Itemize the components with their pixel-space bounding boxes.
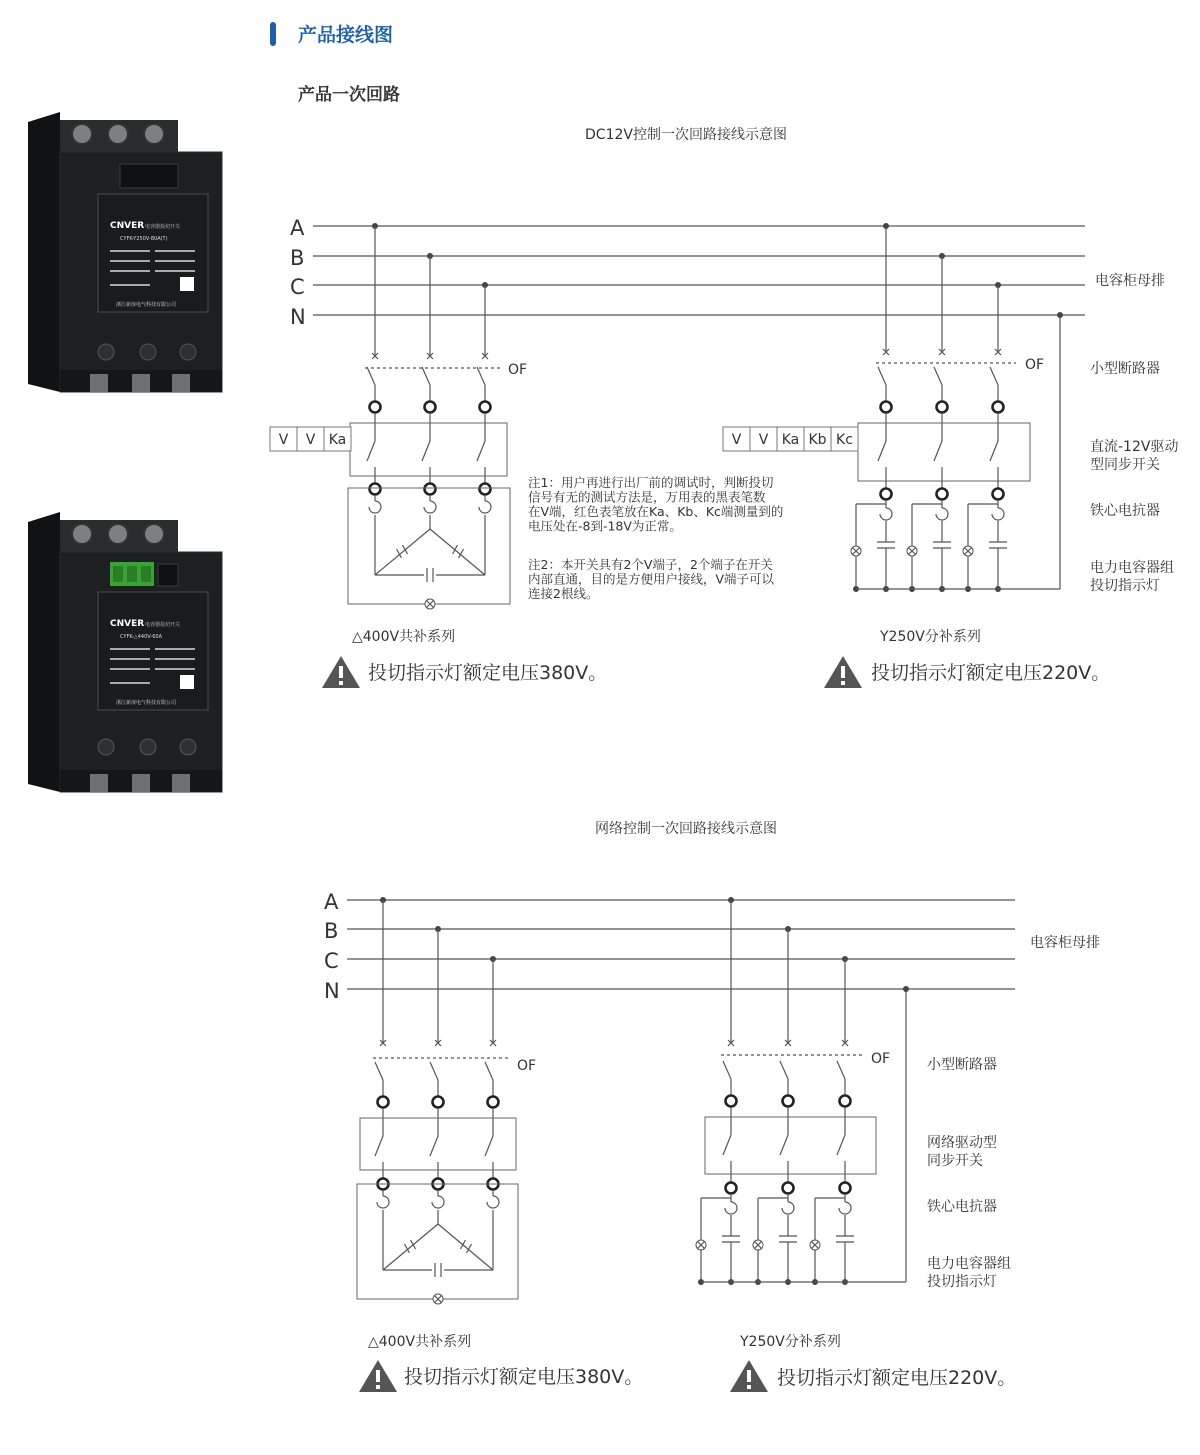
switch-contact (422, 441, 430, 461)
warning-icon-mark (841, 681, 845, 685)
note1-line-1: 信号有无的测试方法是，万用表的黑表笔数 (528, 489, 766, 505)
terminal-label-right-4: Kc (836, 432, 853, 448)
product2-brand: CNVER (110, 619, 145, 629)
of-label-right: OF (871, 1051, 891, 1067)
terminal-ring (480, 484, 491, 495)
capacitor-plate (403, 545, 408, 554)
bus-label-c: C (290, 275, 305, 299)
reactor-coil (377, 1196, 389, 1208)
terminal-ring (840, 1183, 851, 1194)
terminal-ring (881, 402, 892, 413)
terminal-label-right-0: V (731, 432, 742, 448)
reactor-coil (992, 508, 1004, 520)
legend-reactor: 铁心电抗器 (927, 1199, 997, 1215)
bus-label-b: B (324, 919, 339, 943)
breaker-blade (367, 367, 375, 385)
diagram-dc12v (270, 126, 1178, 688)
terminal-ring (937, 402, 948, 413)
terminal-label-left-2: Ka (328, 432, 347, 448)
legend-reactor: 铁心电抗器 (1090, 503, 1160, 519)
reactor-coil (839, 1202, 851, 1214)
terminal-label-left-1: V (305, 432, 316, 448)
terminal-ring (783, 1183, 794, 1194)
legend-capacitor-2: 投切指示灯 (1090, 578, 1160, 594)
caption-right: Y250V分补系列 (740, 1334, 841, 1350)
terminal-ring (370, 402, 381, 413)
terminal-ring (840, 1096, 851, 1107)
bus-label-a: A (324, 890, 339, 914)
reactor-coil (725, 1202, 737, 1214)
junction-dot (1057, 312, 1063, 318)
legend-breaker: 小型断路器 (1090, 361, 1160, 377)
warning-icon-mark (339, 666, 343, 678)
terminal-label-right-2: Ka (781, 432, 800, 448)
switch-contact (430, 1136, 438, 1156)
legend-capacitor-1: 电力电容器组 (1090, 560, 1174, 576)
junction-dot (903, 986, 909, 992)
diagram1-title: DC12V控制一次回路接线示意图 (585, 127, 787, 143)
terminal-ring (425, 484, 436, 495)
breaker-blade (878, 367, 886, 385)
legend-breaker: 小型断路器 (927, 1057, 997, 1073)
warning-icon-mark (747, 1385, 751, 1389)
breaker-blade (990, 367, 998, 385)
product1-model: CYFK-Y250V-80A(T) (120, 236, 168, 242)
switch-contact (878, 441, 886, 461)
reactor-coil (432, 1196, 444, 1208)
terminal-ring (993, 489, 1004, 500)
capacitor-plate (411, 1240, 416, 1249)
terminal-label-right-3: Kb (808, 432, 827, 448)
breaker-blade (422, 367, 430, 385)
terminal-ring (993, 402, 1004, 413)
legend-switch-1: 网络驱动型 (927, 1135, 997, 1151)
warning-icon-mark (841, 666, 845, 678)
switch-contact (485, 1136, 493, 1156)
product2-model: CYFK-△440V-60A (120, 634, 162, 640)
terminal-ring (783, 1096, 794, 1107)
bus-label-b: B (290, 246, 305, 270)
warning-icon-mark (339, 681, 343, 685)
note1-line-3: 电压处在-8到-18V为正常。 (528, 518, 682, 534)
terminal-ring (370, 484, 381, 495)
switch-box (350, 423, 507, 476)
legend-switch-2: 同步开关 (927, 1153, 983, 1169)
breaker-blade (934, 367, 942, 385)
switch-contact (837, 1135, 845, 1155)
terminal-ring (726, 1183, 737, 1194)
delta-wire (438, 1224, 493, 1270)
bus-label-n: N (324, 979, 340, 1003)
switch-contact (367, 441, 375, 461)
caption-left: △400V共补系列 (352, 629, 456, 645)
terminal-ring (425, 402, 436, 413)
switch-contact (780, 1135, 788, 1155)
breaker-blade (375, 1062, 383, 1080)
legend-switch-2: 型同步开关 (1090, 457, 1160, 473)
capacitor-plate (453, 545, 458, 554)
breaker-blade (430, 1062, 438, 1080)
note1-line-2: 在V端，红色表笔放在Ka、Kb、Kc端测量到的 (528, 504, 784, 519)
legend-switch-1: 直流-12V驱动 (1090, 439, 1179, 455)
delta-wire (375, 529, 430, 575)
reactor-coil (424, 501, 436, 513)
terminal-ring (881, 489, 892, 500)
delta-wire (430, 529, 485, 575)
breaker-blade (723, 1061, 731, 1079)
legend-capacitor-2: 投切指示灯 (927, 1274, 997, 1290)
terminal-ring (378, 1097, 389, 1108)
note2-line-2: 连接2根线。 (528, 586, 599, 601)
legend-busbar: 电容柜母排 (1095, 273, 1165, 289)
bus-label-c: C (324, 949, 339, 973)
capacitor-enclosure (348, 488, 510, 604)
legend-capacitor-1: 电力电容器组 (927, 1256, 1011, 1272)
terminal-ring (937, 489, 948, 500)
note1-line-0: 注1：用户再进行出厂前的调试时，判断投切 (528, 475, 774, 490)
warning-text-right: 投切指示灯额定电压220V。 (871, 662, 1111, 684)
switch-box (858, 423, 1030, 481)
warning-text-left: 投切指示灯额定电压380V。 (368, 662, 608, 684)
bus-label-a: A (290, 216, 305, 240)
reactor-coil (880, 508, 892, 520)
bus-label-n: N (290, 305, 306, 329)
note2-line-1: 内部直通，目的是方便用户接线，V端子可以 (528, 571, 775, 587)
product2-company: 浙江新淳电气科技有限公司 (116, 700, 177, 706)
capacitor-plate (461, 1240, 466, 1249)
breaker-blade (837, 1061, 845, 1079)
page-title: 产品接线图 (298, 24, 394, 46)
product2-name: 电容器投切开关 (145, 622, 181, 628)
caption-left: △400V共补系列 (368, 1334, 472, 1350)
warning-icon-mark (376, 1370, 380, 1382)
switch-contact (990, 441, 998, 461)
terminal-ring (433, 1097, 444, 1108)
reactor-coil (369, 501, 381, 513)
terminal-ring (488, 1097, 499, 1108)
breaker-blade (477, 367, 485, 385)
diagram-network (324, 820, 1100, 1392)
capacitor-enclosure (357, 1184, 518, 1299)
section-subtitle: 产品一次回路 (298, 85, 400, 105)
of-label-left: OF (517, 1058, 537, 1074)
reactor-coil (487, 1196, 499, 1208)
warning-text-left: 投切指示灯额定电压380V。 (404, 1366, 644, 1388)
reactor-coil (936, 508, 948, 520)
product1-name: 电容器投切开关 (145, 224, 181, 230)
switch-contact (375, 1136, 383, 1156)
terminal-ring (480, 402, 491, 413)
of-label-left: OF (508, 362, 528, 378)
legend-busbar: 电容柜母排 (1030, 935, 1100, 951)
diagram2-title: 网络控制一次回路接线示意图 (595, 821, 777, 837)
switch-contact (723, 1135, 731, 1155)
warning-text-right: 投切指示灯额定电压220V。 (777, 1367, 1017, 1389)
reactor-coil (479, 501, 491, 513)
terminal-label-right-1: V (758, 432, 769, 448)
delta-wire (383, 1224, 438, 1270)
of-label-right: OF (1025, 357, 1045, 373)
switch-contact (934, 441, 942, 461)
caption-right: Y250V分补系列 (880, 629, 981, 645)
breaker-blade (780, 1061, 788, 1079)
product1-company: 浙江新淳电气科技有限公司 (116, 302, 177, 308)
switch-contact (477, 441, 485, 461)
terminal-ring (726, 1096, 737, 1107)
warning-icon-mark (376, 1385, 380, 1389)
note2-line-0: 注2：本开关具有2个V端子，2个端子在开关 (528, 557, 773, 572)
reactor-coil (782, 1202, 794, 1214)
terminal-label-left-0: V (278, 432, 289, 448)
product1-brand: CNVER (110, 221, 145, 231)
breaker-blade (485, 1062, 493, 1080)
warning-icon-mark (747, 1370, 751, 1382)
